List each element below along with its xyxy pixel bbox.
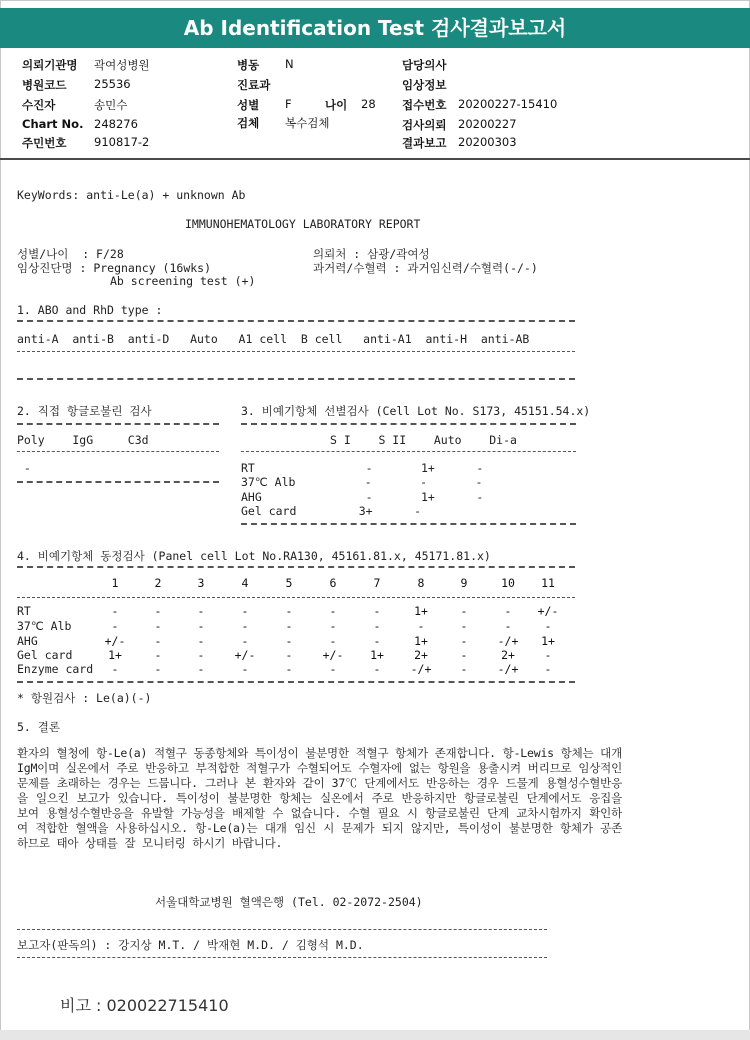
panel-cell: - xyxy=(329,662,337,676)
header-field-sex: 성별 F xyxy=(237,97,292,112)
header-field-age: 나이 28 xyxy=(325,97,376,112)
panel-cell: - xyxy=(111,662,119,676)
panel-row-label: Enzyme card xyxy=(17,662,94,676)
panel-cell: 1+ xyxy=(541,634,555,648)
panel-cell: 1+ xyxy=(370,648,384,662)
panel-cell: - xyxy=(460,604,468,618)
panel-cell: - xyxy=(154,662,162,676)
divider xyxy=(17,378,575,380)
divider xyxy=(17,681,575,683)
panel-cell: +/- xyxy=(537,604,559,618)
panel-cell: - xyxy=(329,604,337,618)
clinical-diagnosis: 임상진단명 : Pregnancy (16wks) xyxy=(17,261,212,275)
panel-col-header: 1 xyxy=(111,576,119,590)
footer-bar xyxy=(0,1030,750,1040)
panel-cell: - xyxy=(285,662,293,676)
panel-row-label: RT xyxy=(17,604,31,618)
panel-cell: - xyxy=(285,604,293,618)
note: 비고 : 020022715410 xyxy=(60,996,229,1015)
screening-row-rt: RT - 1+ - xyxy=(241,461,484,475)
panel-cell: 1+ xyxy=(414,604,428,618)
panel-col-header: 6 xyxy=(329,576,337,590)
panel-cell: - xyxy=(373,634,381,648)
panel-col-header: 2 xyxy=(154,576,162,590)
header-field-specimen: 검체 복수검체 xyxy=(237,116,330,130)
panel-cell: -/+ xyxy=(497,662,519,676)
dat-columns: Poly IgG C3d xyxy=(17,433,149,447)
keywords: KeyWords: anti-Le(a) + unknown Ab xyxy=(17,188,246,202)
header-field-request-date: 검사의뢰 20200227 xyxy=(402,117,517,132)
panel-cell: - xyxy=(241,604,249,618)
panel-cell: - xyxy=(285,634,293,648)
screening-row-ahg: AHG - 1+ - xyxy=(241,490,484,504)
screening-section-title: 3. 비예기항체 선별검사 (Cell Lot No. S173, 45151.54.x) xyxy=(241,404,591,418)
transfusion-history: 과거력/수혈력 : 과거임신력/수혈력(-/-) xyxy=(313,261,538,275)
panel-col-header: 5 xyxy=(285,576,293,590)
header-field-doctor: 담당의사 xyxy=(402,58,447,72)
panel-cell: - xyxy=(154,634,162,648)
abo-columns: anti-A anti-B anti-D Auto A1 cell B cell anti-A1 anti-H anti-AB xyxy=(17,332,530,346)
screening-row-gel: Gel card 3+ - xyxy=(241,504,422,518)
panel-cell: 2+ xyxy=(501,648,515,662)
panel-cell: 1+ xyxy=(414,634,428,648)
divider xyxy=(17,566,575,568)
abo-section-title: 1. ABO and RhD type : xyxy=(17,303,163,317)
divider xyxy=(17,597,575,598)
panel-cell: - xyxy=(241,619,249,633)
report-heading: IMMUNOHEMATOLOGY LABORATORY REPORT xyxy=(185,217,421,231)
divider xyxy=(241,523,576,525)
header-field-ward: 병동 N xyxy=(237,57,294,72)
screening-row-alb: 37℃ Alb - - - xyxy=(241,475,483,489)
panel-cell: - xyxy=(460,662,468,676)
divider xyxy=(17,929,547,930)
panel-row-label: Gel card xyxy=(17,648,73,662)
panel-cell: - xyxy=(241,662,249,676)
header-field-chart-no: Chart No. 248276 xyxy=(22,117,138,131)
referrer: 의뢰처 : 삼광/곽여성 xyxy=(313,247,430,261)
panel-col-header: 9 xyxy=(460,576,468,590)
panel-cell: - xyxy=(285,648,293,662)
sex-age: 성별/나이 : F/28 xyxy=(17,247,124,261)
panel-cell: - xyxy=(504,604,512,618)
panel-cell: 1+ xyxy=(108,648,122,662)
panel-cell: - xyxy=(154,604,162,618)
panel-col-header: 8 xyxy=(417,576,425,590)
divider xyxy=(17,957,547,958)
panel-cell: - xyxy=(544,619,552,633)
conclusion-text: 환자의 혈청에 항-Le(a) 적혈구 동종항체와 특이성이 불분명한 적혈구 항체가 존재합니다. 항-Lewis 항체는 대개 IgM이며 실온에서 주로 반응하고 부적합한 적혈구가 수혈되어도 수혈자에 없는 항원을 용출시켜 버리므로 임상적인 문제를 초래하는 경우는 드뭅니다. 그러나 본 환자와 같이 37℃ 단계에서도 반응하는 경우 드물게 용혈성수혈반응을 일으킨 보고가 있습니다. 특이성이 불분명한 항체는 실온에서 주로 반응하지만 항글로불린 단계에서도 응집을 보여 용혈성수혈반응을 유발할 가능성을 배제할 수 없습니다. 수혈 필요 시 항글로불린 단계 교차시험까지 확인하여 적합한 혈액을 사용하십시오. 항-Le(a)는 대개 임신 시 문제가 되지 않지만, 특이성이 불분명한 항체가 공존하므로 태아 상태를 잘 모니터링 하시기 바랍니다. xyxy=(17,746,622,850)
panel-cell: - xyxy=(460,648,468,662)
header-field-receipt-no: 접수번호 20200227-15410 xyxy=(402,97,558,112)
panel-cell: -/+ xyxy=(410,662,432,676)
header-field-patient: 수진자 송민수 xyxy=(22,98,128,112)
clinical-diagnosis-2: Ab screening test (+) xyxy=(110,274,256,288)
divider xyxy=(17,451,219,452)
panel-section-title: 4. 비예기항체 동정검사 (Panel cell Lot No.RA130, 45161.81.x, 45171.81.x) xyxy=(17,549,491,563)
panel-cell: +/- xyxy=(322,648,344,662)
panel-cell: - xyxy=(417,619,425,633)
panel-cell: 2+ xyxy=(414,648,428,662)
panel-cell: - xyxy=(329,634,337,648)
panel-cell: - xyxy=(154,648,162,662)
report-title: Ab Identification Test 검사결과보고서 xyxy=(0,8,750,48)
divider xyxy=(17,351,575,352)
antigen-test: * 항원검사 : Le(a)(-) xyxy=(17,691,152,705)
panel-cell: - xyxy=(329,619,337,633)
panel-cell: - xyxy=(197,619,205,633)
panel-cell: - xyxy=(197,648,205,662)
panel-cell: - xyxy=(460,634,468,648)
panel-cell: - xyxy=(544,648,552,662)
header-field-report-date: 결과보고 20200303 xyxy=(402,135,517,150)
panel-cell: - xyxy=(197,604,205,618)
panel-col-header: 3 xyxy=(197,576,205,590)
panel-cell: - xyxy=(373,619,381,633)
header-field-clinical-info: 임상정보 xyxy=(402,78,447,92)
reporters: 보고자(판독의) : 강지상 M.T. / 박재현 M.D. / 김형석 M.D. xyxy=(17,938,364,952)
conclusion-title: 5. 결론 xyxy=(17,720,60,734)
divider xyxy=(17,481,219,483)
header-field-hospital-code: 병원코드 25536 xyxy=(22,77,131,92)
header-field-department: 진료과 xyxy=(237,78,271,92)
panel-col-header: 11 xyxy=(541,576,555,590)
panel-cell: - xyxy=(373,662,381,676)
divider xyxy=(241,451,576,452)
header-field-institution: 의뢰기관명 곽여성병원 xyxy=(22,58,150,72)
panel-cell: - xyxy=(373,604,381,618)
panel-cell: - xyxy=(460,619,468,633)
panel-cell: - xyxy=(111,619,119,633)
panel-col-header: 4 xyxy=(241,576,249,590)
panel-cell: - xyxy=(197,662,205,676)
panel-cell: - xyxy=(285,619,293,633)
institution: 서울대학교병원 혈액은행 (Tel. 02-2072-2504) xyxy=(155,895,423,909)
dat-section-title: 2. 직접 항글로불린 검사 xyxy=(17,404,152,418)
panel-col-header: 10 xyxy=(501,576,515,590)
header-divider xyxy=(0,158,750,160)
panel-cell: +/- xyxy=(234,648,256,662)
dat-values: - xyxy=(17,461,31,475)
panel-cell: +/- xyxy=(104,634,126,648)
panel-row-label: 37℃ Alb xyxy=(17,619,72,633)
panel-col-header: 7 xyxy=(373,576,381,590)
divider xyxy=(17,423,219,425)
header-field-resident-no: 주민번호 910817-2 xyxy=(22,135,150,150)
divider xyxy=(241,423,576,425)
divider xyxy=(17,320,575,322)
panel-cell: - xyxy=(197,634,205,648)
panel-cell: -/+ xyxy=(497,634,519,648)
panel-row-label: AHG xyxy=(17,634,38,648)
screening-columns: S I S II Auto Di-a xyxy=(330,433,517,447)
panel-cell: - xyxy=(154,619,162,633)
panel-cell: - xyxy=(111,604,119,618)
panel-cell: - xyxy=(544,662,552,676)
panel-cell: - xyxy=(504,619,512,633)
panel-cell: - xyxy=(241,634,249,648)
